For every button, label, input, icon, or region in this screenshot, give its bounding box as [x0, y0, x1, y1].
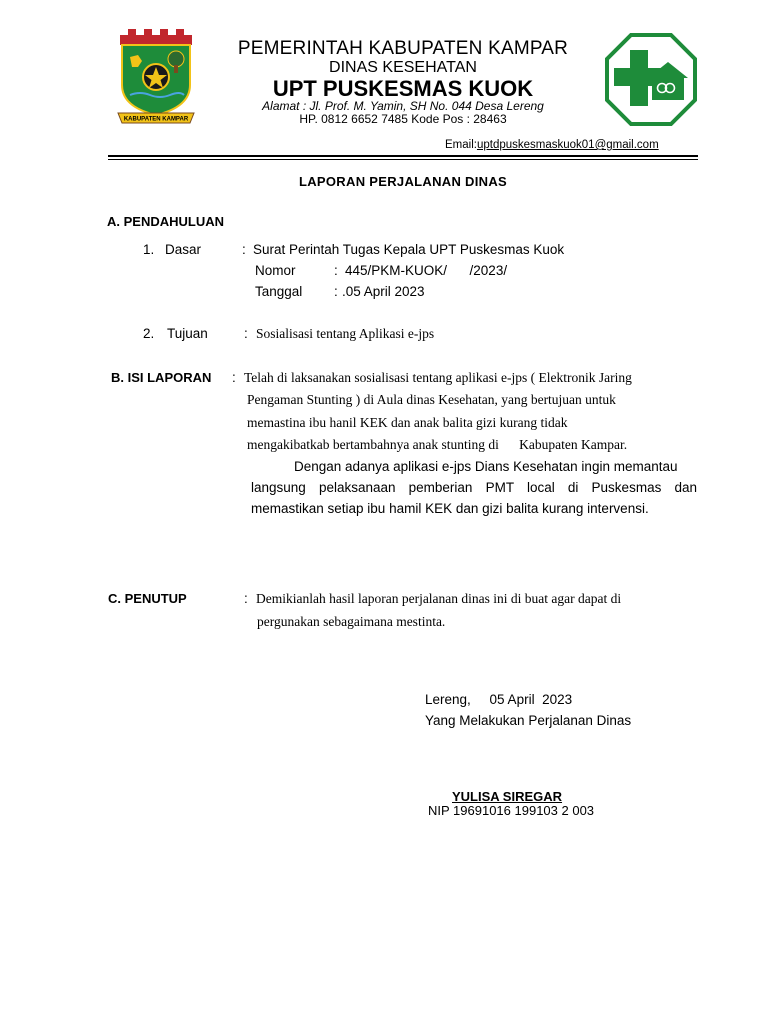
report-para2-line: Dengan adanya aplikasi e-jps Dians Kesehatan ingin memantau	[294, 459, 678, 474]
section-c-colon: :	[244, 591, 248, 606]
closing-line: Demikianlah hasil laporan perjalanan dinas ini di buat agar dapat di	[256, 591, 622, 606]
signatory-name: YULISA SIREGAR	[452, 789, 563, 804]
section-a-heading: A. PENDAHULUAN	[107, 214, 224, 229]
section-b-heading: B. ISI LAPORAN	[111, 370, 212, 385]
closing-line: pergunakan sebagaimana mestinta.	[257, 614, 446, 629]
report-line: memastina ibu hanil KEK dan anak balita gizi kurang tidak	[247, 415, 568, 430]
item1-number: 1.	[143, 242, 155, 257]
section-c-heading: C. PENUTUP	[108, 591, 187, 606]
nomor-label: Nomor	[255, 263, 296, 278]
section-b-colon: :	[232, 370, 236, 385]
item1-label: Dasar	[165, 242, 202, 257]
report-para2-line: langsung pelaksanaan pemberian PMT local di Puskesmas dan	[251, 480, 697, 495]
letterhead-email	[445, 139, 659, 151]
letterhead-address: Alamat : Jl. Prof. M. Yamin, SH No. 044 Desa Lereng	[262, 99, 544, 113]
logo-ribbon-text: KABUPATEN KAMPAR	[123, 116, 189, 123]
item1-value: Surat Perintah Tugas Kepala UPT Puskesmas Kuok	[253, 242, 565, 257]
email-link[interactable]: uptdpuskesmaskuok01@gmail.com	[476, 139, 659, 151]
email-label: Email:	[445, 139, 477, 151]
letterhead-rule-thin	[108, 159, 698, 160]
report-line: mengakibatkab bertambahnya anak stunting di Kabupaten Kampar.	[247, 437, 628, 452]
nomor-value: 445/PKM-KUOK/ /2023/	[345, 263, 508, 278]
report-para2-line: memastikan setiap ibu hamil KEK dan gizi balita kurang intervensi.	[251, 501, 649, 516]
signature-role: Yang Melakukan Perjalanan Dinas	[425, 713, 632, 728]
nomor-colon: :	[334, 263, 338, 278]
tanggal-colon: :	[334, 284, 338, 299]
item1-colon: :	[242, 242, 246, 257]
report-line: Telah di laksanakan sosialisasi tentang aplikasi e-jps ( Elektronik Jaring	[244, 370, 632, 385]
report-line: Pengaman Stunting ) di Aula dinas Kesehatan, yang bertujuan untuk	[247, 392, 616, 407]
item2-number: 2.	[143, 326, 155, 341]
signatory-nip: NIP 19691016 199103 2 003	[428, 803, 595, 818]
signature-place-date: Lereng, 05 April 2023	[425, 692, 573, 707]
tanggal-value: .05 April 2023	[342, 284, 425, 299]
item2-value: Sosialisasi tentang Aplikasi e-jps	[256, 326, 435, 341]
letterhead-institution: UPT PUSKESMAS KUOK	[272, 76, 534, 101]
letterhead-rule-thick	[108, 155, 698, 157]
letterhead-phone: HP. 0812 6652 7485 Kode Pos : 28463	[299, 112, 507, 126]
letterhead-government: PEMERINTAH KABUPATEN KAMPAR	[237, 38, 569, 59]
item2-colon: :	[244, 326, 248, 341]
item2-label: Tujuan	[167, 326, 208, 341]
letterhead-department: DINAS KESEHATAN	[329, 59, 477, 76]
document-title: LAPORAN PERJALANAN DINAS	[299, 174, 507, 189]
tanggal-label: Tanggal	[255, 284, 303, 299]
